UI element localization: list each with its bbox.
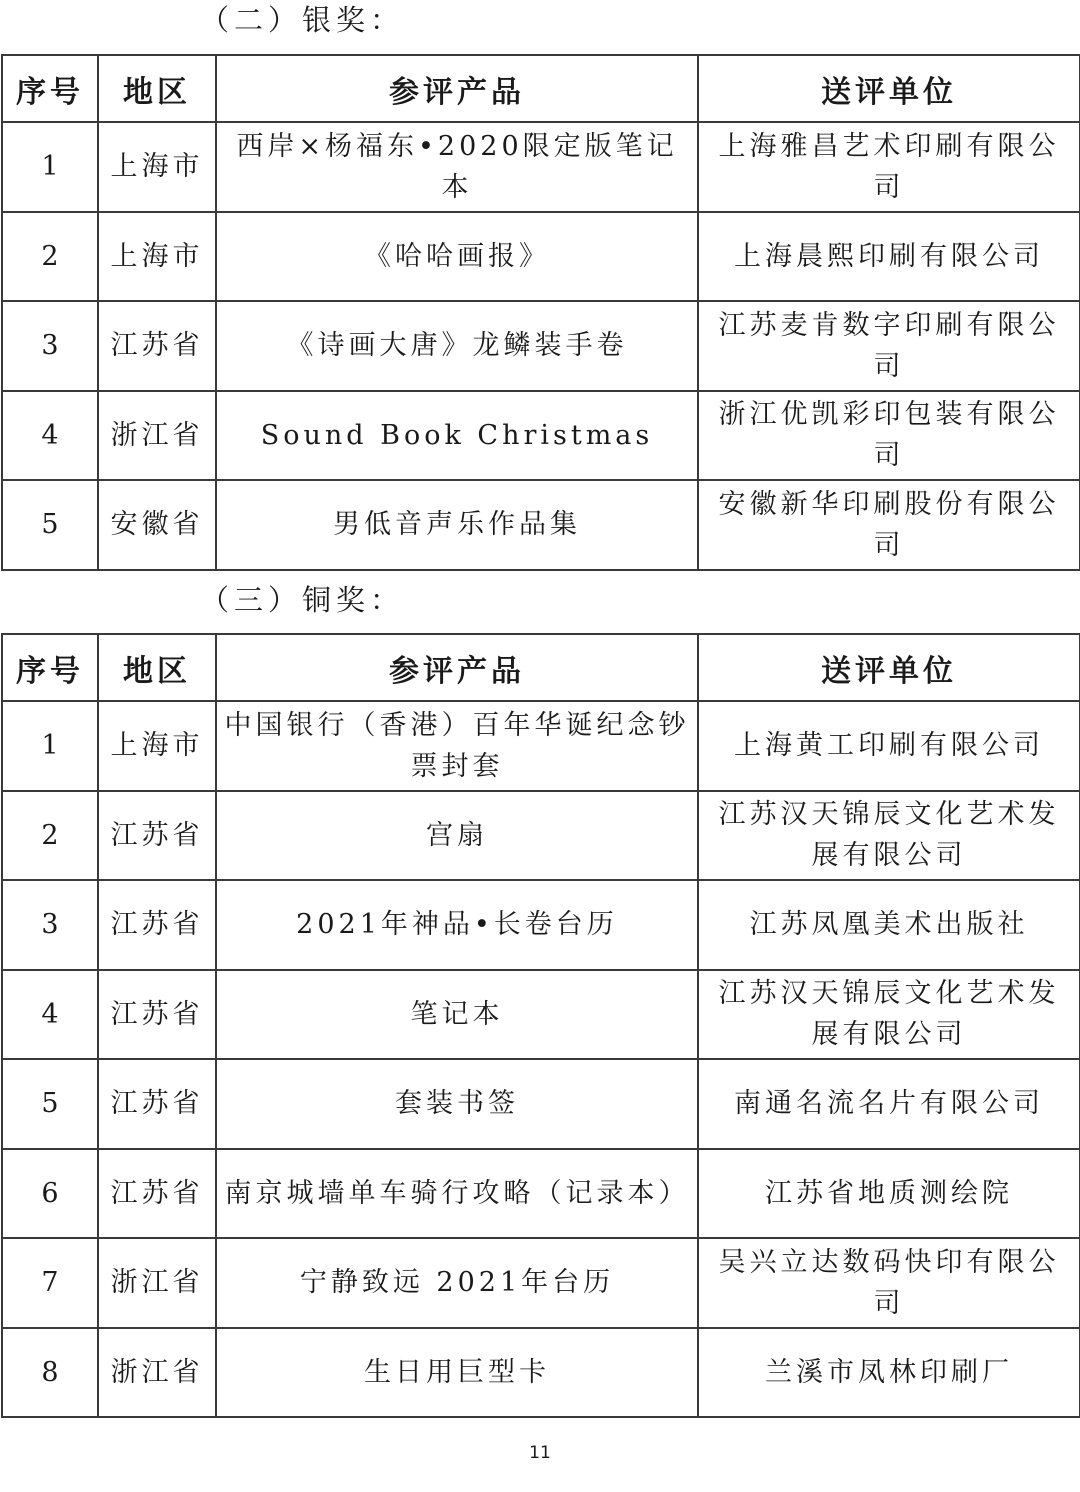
cell-product: 笔记本	[216, 970, 698, 1060]
cell-no: 5	[2, 480, 98, 570]
cell-region: 江苏省	[98, 1059, 216, 1149]
cell-region: 浙江省	[98, 1328, 216, 1418]
table-row	[2, 1238, 1080, 1328]
cell-product: 生日用巨型卡	[216, 1328, 698, 1418]
cell-no: 2	[2, 791, 98, 881]
silver-table-header	[2, 55, 1080, 122]
cell-no: 3	[2, 301, 98, 391]
table-row	[2, 1149, 1080, 1239]
bronze-table-header	[2, 634, 1080, 701]
header-unit: 送评单位	[698, 55, 1080, 122]
cell-no: 2	[2, 212, 98, 302]
cell-product: 《哈哈画报》	[216, 212, 698, 302]
cell-region: 江苏省	[98, 1149, 216, 1239]
cell-no: 1	[2, 701, 98, 791]
table-row	[2, 701, 1080, 791]
cell-unit: 安徽新华印刷股份有限公司	[698, 480, 1080, 570]
cell-unit: 兰溪市凤林印刷厂	[698, 1328, 1080, 1418]
header-product: 参评产品	[216, 634, 698, 701]
silver-award-heading: （二）银奖：	[200, 3, 405, 37]
cell-product: Sound Book Christmas	[216, 391, 698, 481]
bronze-award-heading: （三）铜奖：	[200, 583, 405, 617]
cell-region: 江苏省	[98, 880, 216, 970]
cell-product: 西岸×杨福东•2020限定版笔记本	[216, 122, 698, 212]
cell-product: 套装书签	[216, 1059, 698, 1149]
cell-region: 上海市	[98, 212, 216, 302]
cell-product: 宁静致远 2021年台历	[216, 1238, 698, 1328]
table-row	[2, 391, 1080, 481]
cell-unit: 上海雅昌艺术印刷有限公司	[698, 122, 1080, 212]
bronze-table-body	[2, 701, 1080, 1417]
cell-region: 江苏省	[98, 791, 216, 881]
cell-unit: 上海晨熙印刷有限公司	[698, 212, 1080, 302]
cell-no: 8	[2, 1328, 98, 1418]
header-region: 地区	[98, 634, 216, 701]
cell-unit: 江苏麦肯数字印刷有限公司	[698, 301, 1080, 391]
cell-product: 《诗画大唐》龙鳞装手卷	[216, 301, 698, 391]
silver-award-table	[1, 54, 1080, 571]
header-product: 参评产品	[216, 55, 698, 122]
cell-product: 2021年神品•长卷台历	[216, 880, 698, 970]
cell-no: 4	[2, 391, 98, 481]
cell-product: 中国银行（香港）百年华诞纪念钞票封套	[216, 701, 698, 791]
cell-unit: 南通名流名片有限公司	[698, 1059, 1080, 1149]
header-row	[2, 634, 1080, 701]
cell-unit: 江苏汉天锦辰文化艺术发展有限公司	[698, 791, 1080, 881]
table-row	[2, 1328, 1080, 1418]
table-row	[2, 880, 1080, 970]
header-no: 序号	[2, 634, 98, 701]
cell-region: 浙江省	[98, 1238, 216, 1328]
cell-no: 7	[2, 1238, 98, 1328]
cell-region: 安徽省	[98, 480, 216, 570]
header-region: 地区	[98, 55, 216, 122]
cell-unit: 浙江优凯彩印包装有限公司	[698, 391, 1080, 481]
table-row	[2, 480, 1080, 570]
cell-region: 江苏省	[98, 970, 216, 1060]
cell-unit: 江苏汉天锦辰文化艺术发展有限公司	[698, 970, 1080, 1060]
cell-product: 男低音声乐作品集	[216, 480, 698, 570]
cell-unit: 上海黄工印刷有限公司	[698, 701, 1080, 791]
cell-region: 江苏省	[98, 301, 216, 391]
table-row	[2, 301, 1080, 391]
cell-product: 南京城墙单车骑行攻略（记录本）	[216, 1149, 698, 1239]
header-row	[2, 55, 1080, 122]
cell-no: 1	[2, 122, 98, 212]
header-no: 序号	[2, 55, 98, 122]
cell-no: 6	[2, 1149, 98, 1239]
cell-region: 上海市	[98, 701, 216, 791]
cell-region: 上海市	[98, 122, 216, 212]
cell-unit: 江苏凤凰美术出版社	[698, 880, 1080, 970]
cell-unit: 江苏省地质测绘院	[698, 1149, 1080, 1239]
cell-no: 3	[2, 880, 98, 970]
table-row	[2, 122, 1080, 212]
table-row	[2, 1059, 1080, 1149]
table-row	[2, 212, 1080, 302]
bronze-award-table	[1, 633, 1080, 1418]
header-unit: 送评单位	[698, 634, 1080, 701]
cell-no: 4	[2, 970, 98, 1060]
cell-region: 浙江省	[98, 391, 216, 481]
cell-unit: 吴兴立达数码快印有限公司	[698, 1238, 1080, 1328]
table-row	[2, 791, 1080, 881]
page-number: 11	[529, 1443, 551, 1463]
table-row	[2, 970, 1080, 1060]
cell-product: 宫扇	[216, 791, 698, 881]
cell-no: 5	[2, 1059, 98, 1149]
silver-table-body	[2, 122, 1080, 570]
